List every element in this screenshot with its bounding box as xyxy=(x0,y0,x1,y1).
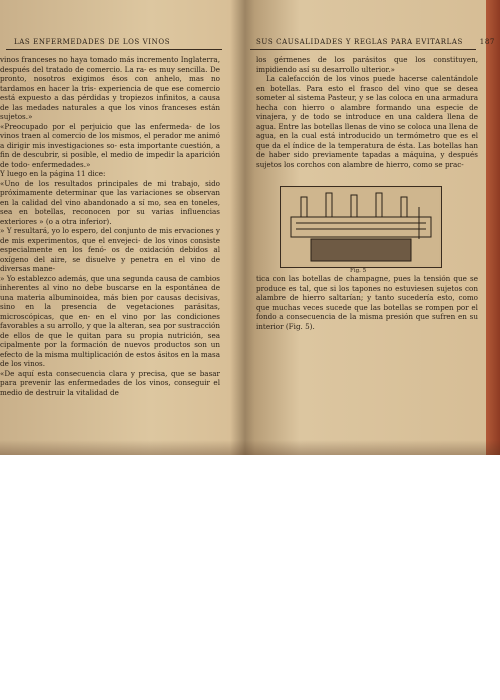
page-bottom-shadow xyxy=(0,440,500,455)
paragraph: Y luego en la página 11 dice: xyxy=(0,169,106,178)
left-page xyxy=(0,0,228,450)
book-cover-edge xyxy=(486,0,500,455)
figure-caption: Fig. 5 xyxy=(350,268,367,274)
left-running-head: LAS ENFERMEDADES DE LOS VINOS xyxy=(14,38,171,46)
paragraph: vinos franceses no haya tomado más incremento Inglaterra, después del tratado de comercio. La ra- es muy sencilla. De pronto, nosotros exigimos ésos con anhelo, mas no tardamos en hacer la tris- experiencia de que ese comercio está expuesto a das pérdidas y tropiezos infinitos, a causa de las medades naturales a que los vinos franceses están sujetos.» xyxy=(0,55,220,121)
paragraph: «De aquí esta consecuencia clara y precisa, que se basar para prevenir las enfermedades de los vinos, conseguir el medio de destruir la vitalidad de xyxy=(0,368,220,397)
right-header-rule xyxy=(250,49,476,50)
paragraph: los gérmenes de los parásitos que los constituyen, impidiendo así su desarrollo ulterior.» xyxy=(256,55,478,74)
left-header-rule xyxy=(6,49,222,50)
left-page-text xyxy=(0,55,220,397)
running-head-text: SUS CAUSALIDADES Y REGLAS PARA EVITARLAS xyxy=(256,38,463,46)
bottle-heating-figure xyxy=(280,186,442,268)
right-running-head xyxy=(256,38,495,46)
paragraph: La calefacción de los vinos puede hacerse calentándole en botellas. Para esto el frasco del vino que se desea someter al sistema Pasteur, y se las coloca en una armadura hecha con hierro o alambre formando una especie de vinajera, y de todo se introduce en una caldera llena de agua. Entre las botellas llenas de vino se coloca una llena de agua, en la cual está introducido un termómetro que es el que da el índice de la temperatura de ésta. Las botellas han de haber sido previamente tapadas a máquina, y después sujetos los corchos con alambre de hierro, como se prac- xyxy=(256,74,478,169)
paragraph: «Uno de los resultados principales de mi trabajo, sido próximamente determinar que las variaciones se observan en la calidad del vino abandonado a sí mo, sea en toneles, sea en botellas, reconocen por su varias influencias exteriores » (o a otra inferior). xyxy=(0,178,220,226)
paragraph: » Yo establezco además, que una segunda causa de cambios inherentes al vino no debe buscarse en la espontánea de una materia albuminoidea, más bien por causas decisivas, sino en la presencia de vegetaciones parásitas, microscópicas, que en- en el vino por las condiciones favorables a su arrollo, y que la alteran, sea por sustracción de ellos de que le quitan para su propia nutrición, sea cipalmente por la formación de nuevos productos son un efecto de la misma multiplicación de estos ásitos en la masa de los vinos. xyxy=(0,273,220,368)
page-number: 187 xyxy=(479,38,495,46)
paragraph: » Y resultará, yo lo espero, del conjunto de mis ervaciones y de mis experimentos, que el envejeci- de los vinos consiste especialmente en los fenó- os de oxidación debidos al oxígeno del aire, se disuelve y penetra en el vino de diversas mane- xyxy=(0,226,220,273)
right-page-text xyxy=(256,55,478,169)
paragraph: «Preocupado por el perjuicio que las enfermeda- de los vinos traen al comercio de los mismos, el perador me animó a dirigir mis investigaciones so- esta importante cuestión, a fin de descubrir, si posible, el medio de impedir la aparición de todo- enfermedades.» xyxy=(0,121,220,169)
bottle-rack-illustration xyxy=(281,187,441,267)
after-figure-text: tica con las botellas de champagne, pues la tensión que se produce es tal, que si los tapones no estuviesen sujetos con alambre de hierro saltarían; y tanto sucedería esto, como que muchas veces sucede que las botellas se rompen por el fondo a consecuencia de la misma presión que sufren en su interior (Fig. 5). xyxy=(256,274,478,331)
